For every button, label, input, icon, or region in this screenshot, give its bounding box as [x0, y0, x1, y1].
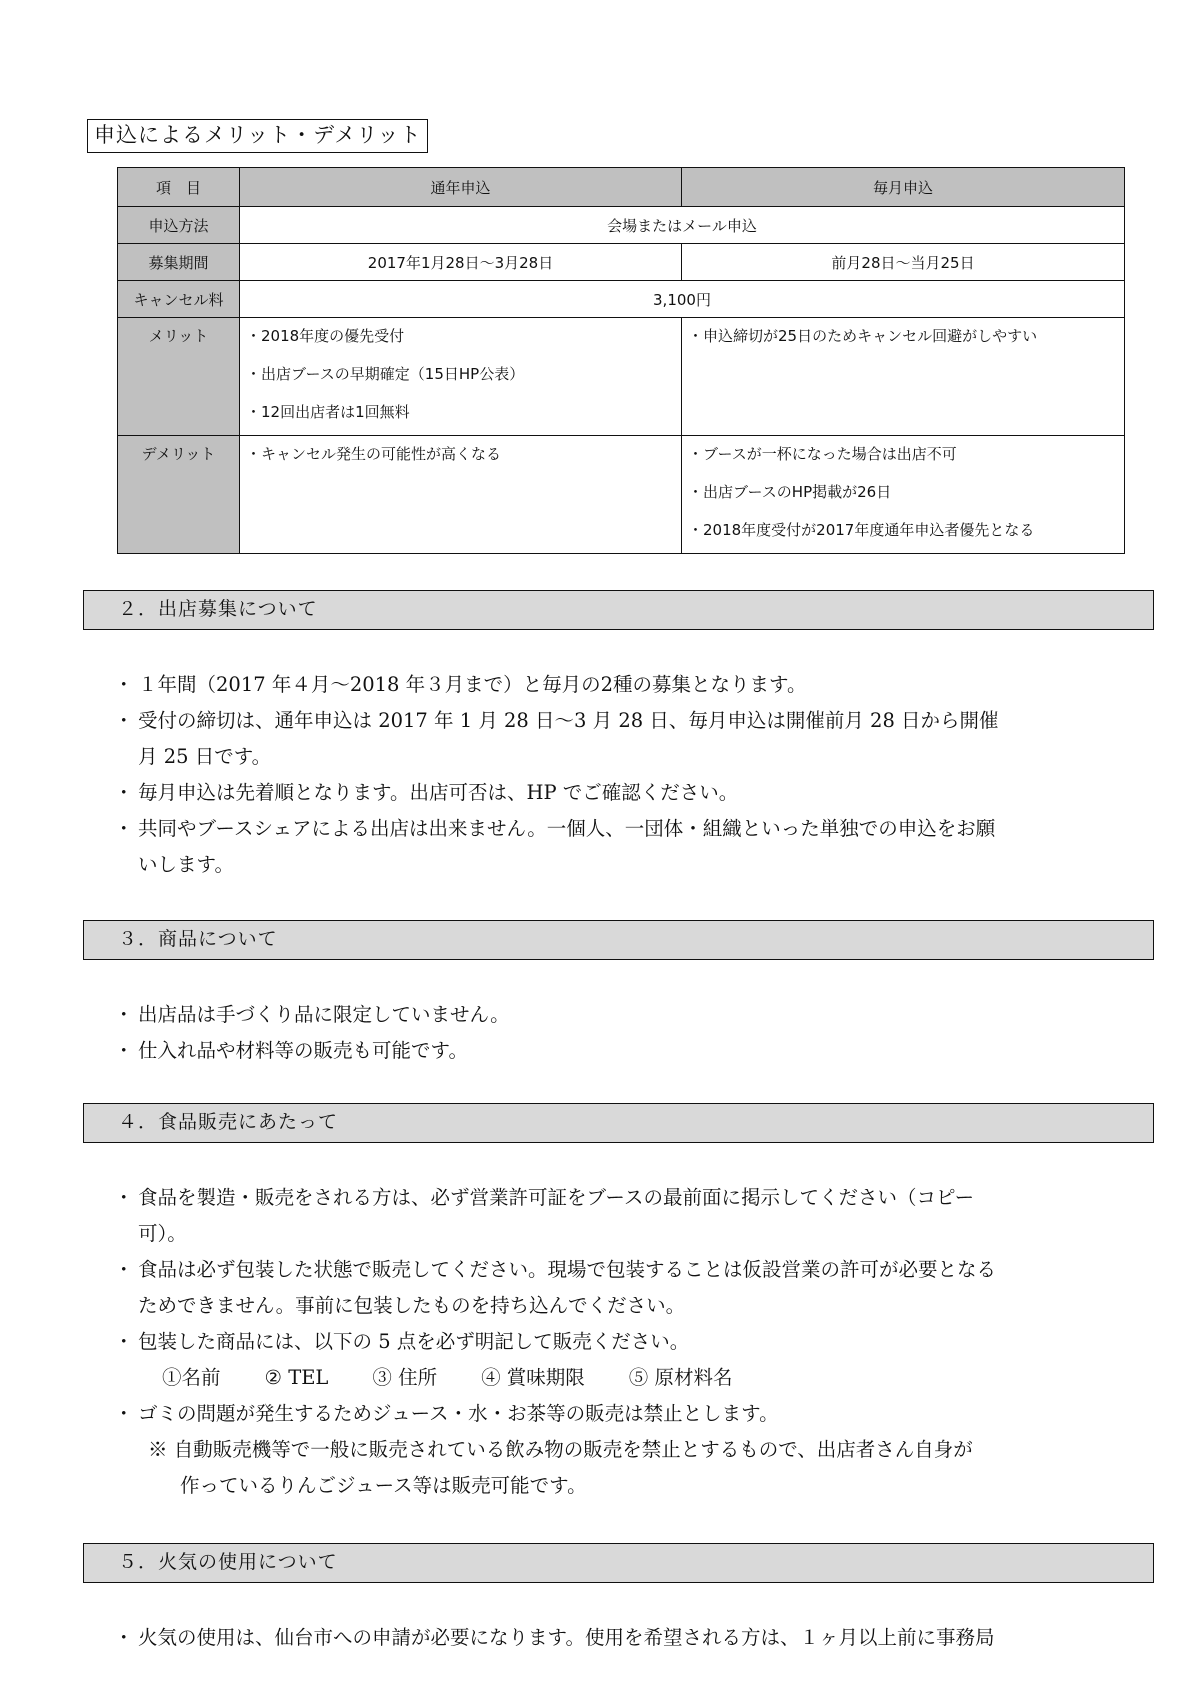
list-item: ・2018年度の優先受付: [246, 327, 405, 345]
section-4-body: [114, 1180, 1134, 1504]
bullet: ・: [114, 1258, 134, 1281]
header-item: 項 目: [118, 168, 240, 207]
cancel-label: キャンセル料: [118, 281, 240, 318]
list-item: ・ 包装した商品には、以下の 5 点を必ず明記して販売ください。: [114, 1324, 1134, 1360]
bullet: ・: [114, 1186, 134, 1209]
method-label: 申込方法: [118, 207, 240, 244]
period-annual: 2017年1月28日～3月28日: [240, 244, 682, 281]
list-item-continued: いします。: [138, 853, 234, 876]
bullet: ・: [114, 781, 134, 804]
bullet: ・: [114, 817, 134, 840]
bullet: ・: [114, 1626, 134, 1649]
list-item: ・ 毎月申込は先着順となります。出店可否は、HP でご確認ください。: [114, 775, 1134, 811]
list-item: ・ 食品を製造・販売をされる方は、必ず営業許可証をブースの最前面に掲示してください（コピー: [114, 1180, 1134, 1216]
point-expiry: ④ 賞味期限: [481, 1366, 585, 1389]
list-item: ・ 仕入れ品や材料等の販売も可能です。: [114, 1033, 1134, 1069]
demerit-monthly: [682, 436, 1125, 554]
merit-demerit-table: [117, 167, 1125, 554]
list-item: ・申込締切が25日のためキャンセル回避がしやすい: [688, 327, 1038, 345]
header-monthly: 毎月申込: [682, 168, 1125, 207]
section-5-body: [114, 1620, 1134, 1656]
point-name: ①名前: [162, 1366, 221, 1389]
list-item: ・ ゴミの問題が発生するためジュース・水・お茶等の販売は禁止とします。: [114, 1396, 1134, 1432]
point-address: ③ 住所: [372, 1366, 438, 1389]
list-item: ・ブースが一杯になった場合は出店不可: [688, 445, 957, 463]
list-item: ・12回出店者は1回無料: [246, 403, 410, 421]
list-item-continued: 可）。: [138, 1222, 187, 1245]
merit-demerit-title: 申込によるメリット・デメリット: [87, 119, 428, 153]
cancel-value: 3,100円: [240, 281, 1125, 318]
point-ingredients: ⑤ 原材料名: [628, 1366, 733, 1389]
list-item: ・ 食品は必ず包装した状態で販売してください。現場で包装することは仮設営業の許可が必要となる: [114, 1252, 1134, 1288]
list-item: ・出店ブースの早期確定（15日HP公表）: [246, 365, 525, 383]
list-item: ・ 受付の締切は、通年申込は 2017 年 1 月 28 日～3 月 28 日、毎月申込は開催前月 28 日から開催: [114, 703, 1134, 739]
merit-annual: [240, 318, 682, 436]
section-2-heading: ２．出店募集について: [83, 590, 1154, 630]
header-annual: 通年申込: [240, 168, 682, 207]
required-label-points: [114, 1360, 1134, 1396]
note: ※ 自動販売機等で一般に販売されている飲み物の販売を禁止とするもので、出店者さん自身が: [148, 1438, 973, 1461]
merit-label: メリット: [118, 318, 240, 436]
list-item: ・ 出店品は手づくり品に限定していません。: [114, 997, 1134, 1033]
list-item: ・キャンセル発生の可能性が高くなる: [246, 445, 502, 463]
section-2-body: [114, 667, 1134, 883]
section-5-heading: ５．火気の使用について: [83, 1543, 1154, 1583]
method-value: 会場またはメール申込: [240, 207, 1125, 244]
list-item: ・ １年間（2017 年４月～2018 年３月まで）と毎月の2種の募集となります。: [114, 667, 1134, 703]
point-tel: ② TEL: [264, 1366, 329, 1389]
section-4-heading: ４．食品販売にあたって: [83, 1103, 1154, 1143]
bullet: ・: [114, 673, 134, 696]
list-item-continued: 月 25 日です。: [138, 745, 272, 768]
list-item: ・ 共同やブースシェアによる出店は出来ません。一個人、一団体・組織といった単独での申込をお願: [114, 811, 1134, 847]
list-item: ・2018年度受付が2017年度通年申込者優先となる: [688, 521, 1035, 539]
section-3-body: [114, 997, 1134, 1069]
note-continued: 作っているりんごジュース等は販売可能です。: [180, 1474, 587, 1497]
demerit-annual: [240, 436, 682, 554]
bullet: ・: [114, 1003, 134, 1026]
bullet: ・: [114, 1330, 134, 1353]
merit-monthly: [682, 318, 1125, 436]
bullet: ・: [114, 1039, 134, 1062]
bullet: ・: [114, 709, 134, 732]
list-item: ・出店ブースのHP掲載が26日: [688, 483, 892, 501]
bullet: ・: [114, 1402, 134, 1425]
list-item: ・ 火気の使用は、仙台市への申請が必要になります。使用を希望される方は、１ヶ月以上前に事務局: [114, 1620, 1134, 1656]
section-3-heading: ３．商品について: [83, 920, 1154, 960]
list-item-continued: ためできません。事前に包装したものを持ち込んでください。: [138, 1294, 686, 1317]
demerit-label: デメリット: [118, 436, 240, 554]
period-label: 募集期間: [118, 244, 240, 281]
period-monthly: 前月28日～当月25日: [682, 244, 1125, 281]
